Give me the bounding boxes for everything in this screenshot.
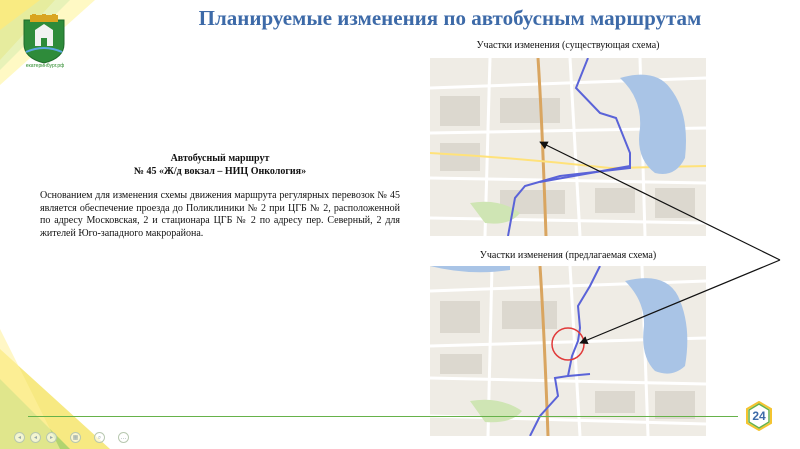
gallery-icon[interactable]: ▦ (70, 432, 81, 443)
zoom-icon[interactable]: ⌕ (94, 432, 105, 443)
route-heading-line2: № 45 «Ж/д вокзал – НИЦ Онкология» (133, 166, 307, 177)
proposed-scheme-caption: Участки изменения (предлагаемая схема) (479, 250, 657, 261)
footer-divider (28, 416, 738, 417)
page-number: 24 (752, 409, 766, 423)
next-slide-icon[interactable]: ▸ (46, 432, 57, 443)
first-slide-icon[interactable]: ◂ (14, 432, 25, 443)
more-icon[interactable]: … (118, 432, 129, 443)
existing-scheme-caption: Участки изменения (существующая схема) (476, 40, 660, 51)
logo-caption: екатеринбург.рф (25, 63, 65, 69)
slide-title: Планируемые изменения по автобусным маршрутам (198, 6, 702, 30)
prev-slide-icon[interactable]: ◂ (30, 432, 41, 443)
route-description: Основанием для изменения схемы движения маршрута регулярных перевозок № 45 является обеспечение проезда до Поликлиники № 2 при ЦГБ № 2, расположенной по адресу Московская, 2 и стационара ЦГБ № 2 по адресу пер. Северный, 2 для жителей Юго-западного макрорайона. (40, 190, 400, 239)
route-heading-line1: Автобусный маршрут (170, 153, 270, 164)
